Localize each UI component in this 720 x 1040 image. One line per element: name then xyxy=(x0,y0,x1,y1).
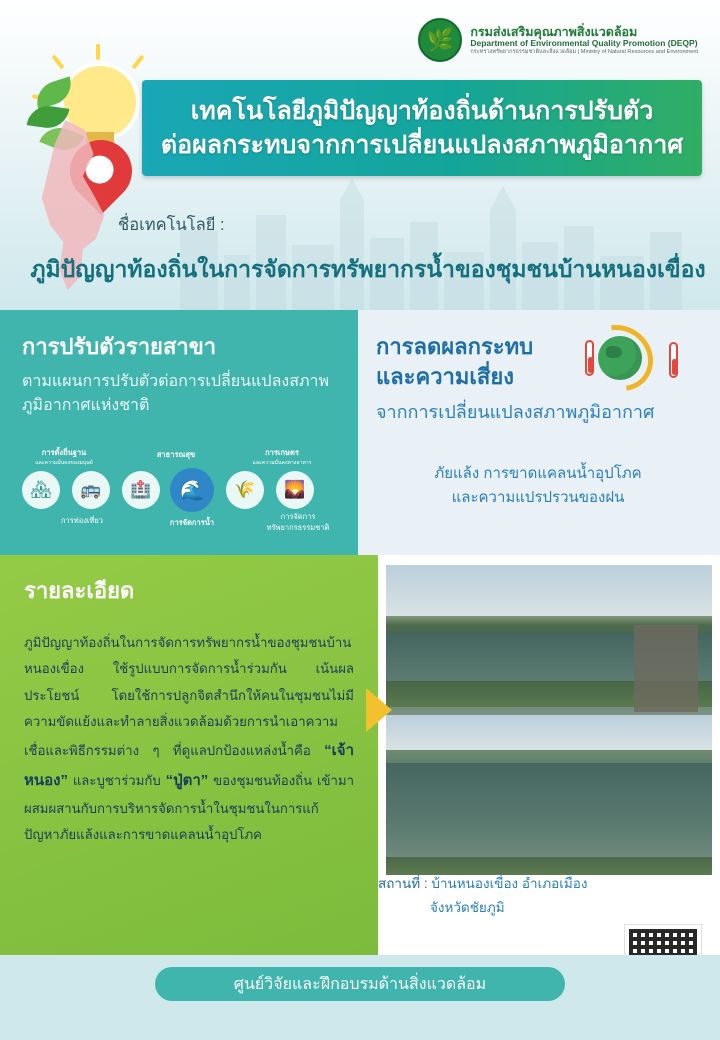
poster-header xyxy=(0,0,720,310)
deqp-emblem-icon: 🌿 xyxy=(418,18,462,62)
sector-subtitle-0: และความมั่นคงของมนุษย์ xyxy=(35,460,93,466)
sector-subtitle-2: และความมั่นคงทางอาหาร xyxy=(252,460,312,466)
sector-adaptation-body: ตามแผนการปรับตัวต่อการเปลี่ยนแปลงสภาพภูมิอากาศแห่งชาติ xyxy=(22,372,330,414)
thermometer-icon xyxy=(669,342,678,378)
detail-highlight-1: “เจ้าหนอง” xyxy=(24,741,355,789)
detail-paragraph-2: และบูชาร่วมกับ xyxy=(72,772,161,788)
location-value-2: จังหวัดชัยภูมิ xyxy=(430,899,505,915)
org-ministry: กระทรวงทรัพยากรธรรมชาติและสิ่งแวดล้อม | Ministry of Natural Resources and Environment xyxy=(470,48,698,55)
location-value-1: บ้านหนองเขื่อง อำเภอเมือง xyxy=(431,876,588,891)
sector-title-1: สาธารณสุข xyxy=(156,450,196,459)
detail-highlight-2: “ปู่ตา” xyxy=(165,771,209,789)
thermometer-icon xyxy=(585,340,594,376)
detail-paragraph-1: ภูมิปัญญาท้องถิ่นในการจัดการทรัพยากรน้ำของชุมชนบ้านหนองเขื่อง ใช้รูปแบบการจัดการน้ำร่วมกัน เน้นผลประโยชน์ โดยใช้การปลูกจิตสำนึกให้คนในชุมชนไม่มีความขัดแย้งและทำลายสิ่งแวดล้อมด้วยการนำเอาความเชื่อและพิธีกรรมต่าง ๆ ที่ดูแลปกป้องแหล่งน้ำคือ xyxy=(24,635,354,758)
detail-heading: รายละเอียด xyxy=(24,578,135,603)
sector-caption-nature-2: ทรัพยากรธรรมชาติ xyxy=(266,523,330,532)
title-line-1: เทคโนโลยีภูมิปัญญาท้องถิ่นด้านการปรับตัว xyxy=(190,96,654,125)
technology-label: ชื่อเทคโนโลยี : xyxy=(118,216,225,234)
risk-line-1: ภัยแล้ง การขาดแคลนน้ำอุปโภค xyxy=(434,465,642,483)
car-icon: 🚌 xyxy=(72,471,110,509)
location-label: สถานที่ : xyxy=(378,876,428,891)
title-line-2: ต่อผลกระทบจากการเปลี่ยนแปลงสภาพภูมิอากาศ xyxy=(160,131,684,159)
org-name-en: Department of Environmental Quality Promotion (DEQP) xyxy=(470,38,698,49)
detail-panel xyxy=(0,555,378,955)
nature-icon: 🌄 xyxy=(276,471,314,509)
poster-footer xyxy=(0,955,720,1040)
deqp-logo xyxy=(418,18,698,62)
footer-organization: ศูนย์วิจัยและฝึกอบรมด้านสิ่งแวดล้อม xyxy=(155,967,565,1001)
sector-title-2: การเกษตร xyxy=(265,448,299,457)
mitigation-heading-2: และความเสี่ยง xyxy=(376,363,514,389)
sector-caption-water: การจัดการน้ำ xyxy=(169,518,215,527)
sector-adaptation-panel xyxy=(0,310,358,555)
photo-pond xyxy=(386,715,712,875)
sector-caption-nature: การจัดการ xyxy=(280,512,316,521)
mitigation-heading-1: การลดผลกระทบ xyxy=(376,334,534,359)
arrow-right-icon xyxy=(366,688,392,732)
sector-icon-strip xyxy=(10,447,350,547)
ray-icon xyxy=(96,44,100,60)
mitigation-subheading: จากการเปลี่ยนแปลงสภาพภูมิอากาศ xyxy=(376,402,655,423)
sector-title-0: การตั้งถิ่นฐาน xyxy=(41,448,87,457)
location-block xyxy=(378,872,628,919)
poster-title-banner xyxy=(142,80,702,176)
ray-icon xyxy=(51,54,64,69)
ray-icon xyxy=(131,54,144,69)
globe-icon xyxy=(598,336,642,380)
houses-icon: 🏘 xyxy=(22,471,60,509)
crops-icon: 🌾 xyxy=(226,471,264,509)
technology-name: ภูมิปัญญาท้องถิ่นในการจัดการทรัพยากรน้ำของชุมชนบ้านหนองเขื่อง xyxy=(30,256,706,282)
hospital-icon: 🏥 xyxy=(122,471,160,509)
sector-adaptation-heading: การปรับตัวรายสาขา xyxy=(22,334,217,359)
detail-paragraph-3: ของชุมชนท้องถิ่น เข้ามาผสมผสานกับการบริหารจัดการน้ำในชุมชนในการแก้ปัญหาภัยแล้งและการขาดแคลนน้ำอุปโภค xyxy=(24,772,354,843)
risk-line-2: และความแปรปรวนของฝน xyxy=(451,488,625,506)
sector-caption-tourism: การท่องเที่ยว xyxy=(60,516,103,525)
mitigation-risk-panel xyxy=(358,310,720,555)
org-name-th: กรมส่งเสริมคุณภาพสิ่งแวดล้อม xyxy=(470,25,638,40)
detail-body xyxy=(24,630,354,848)
water-icon: 🌊 xyxy=(170,468,214,512)
photo-reservoir-weir xyxy=(386,565,712,715)
